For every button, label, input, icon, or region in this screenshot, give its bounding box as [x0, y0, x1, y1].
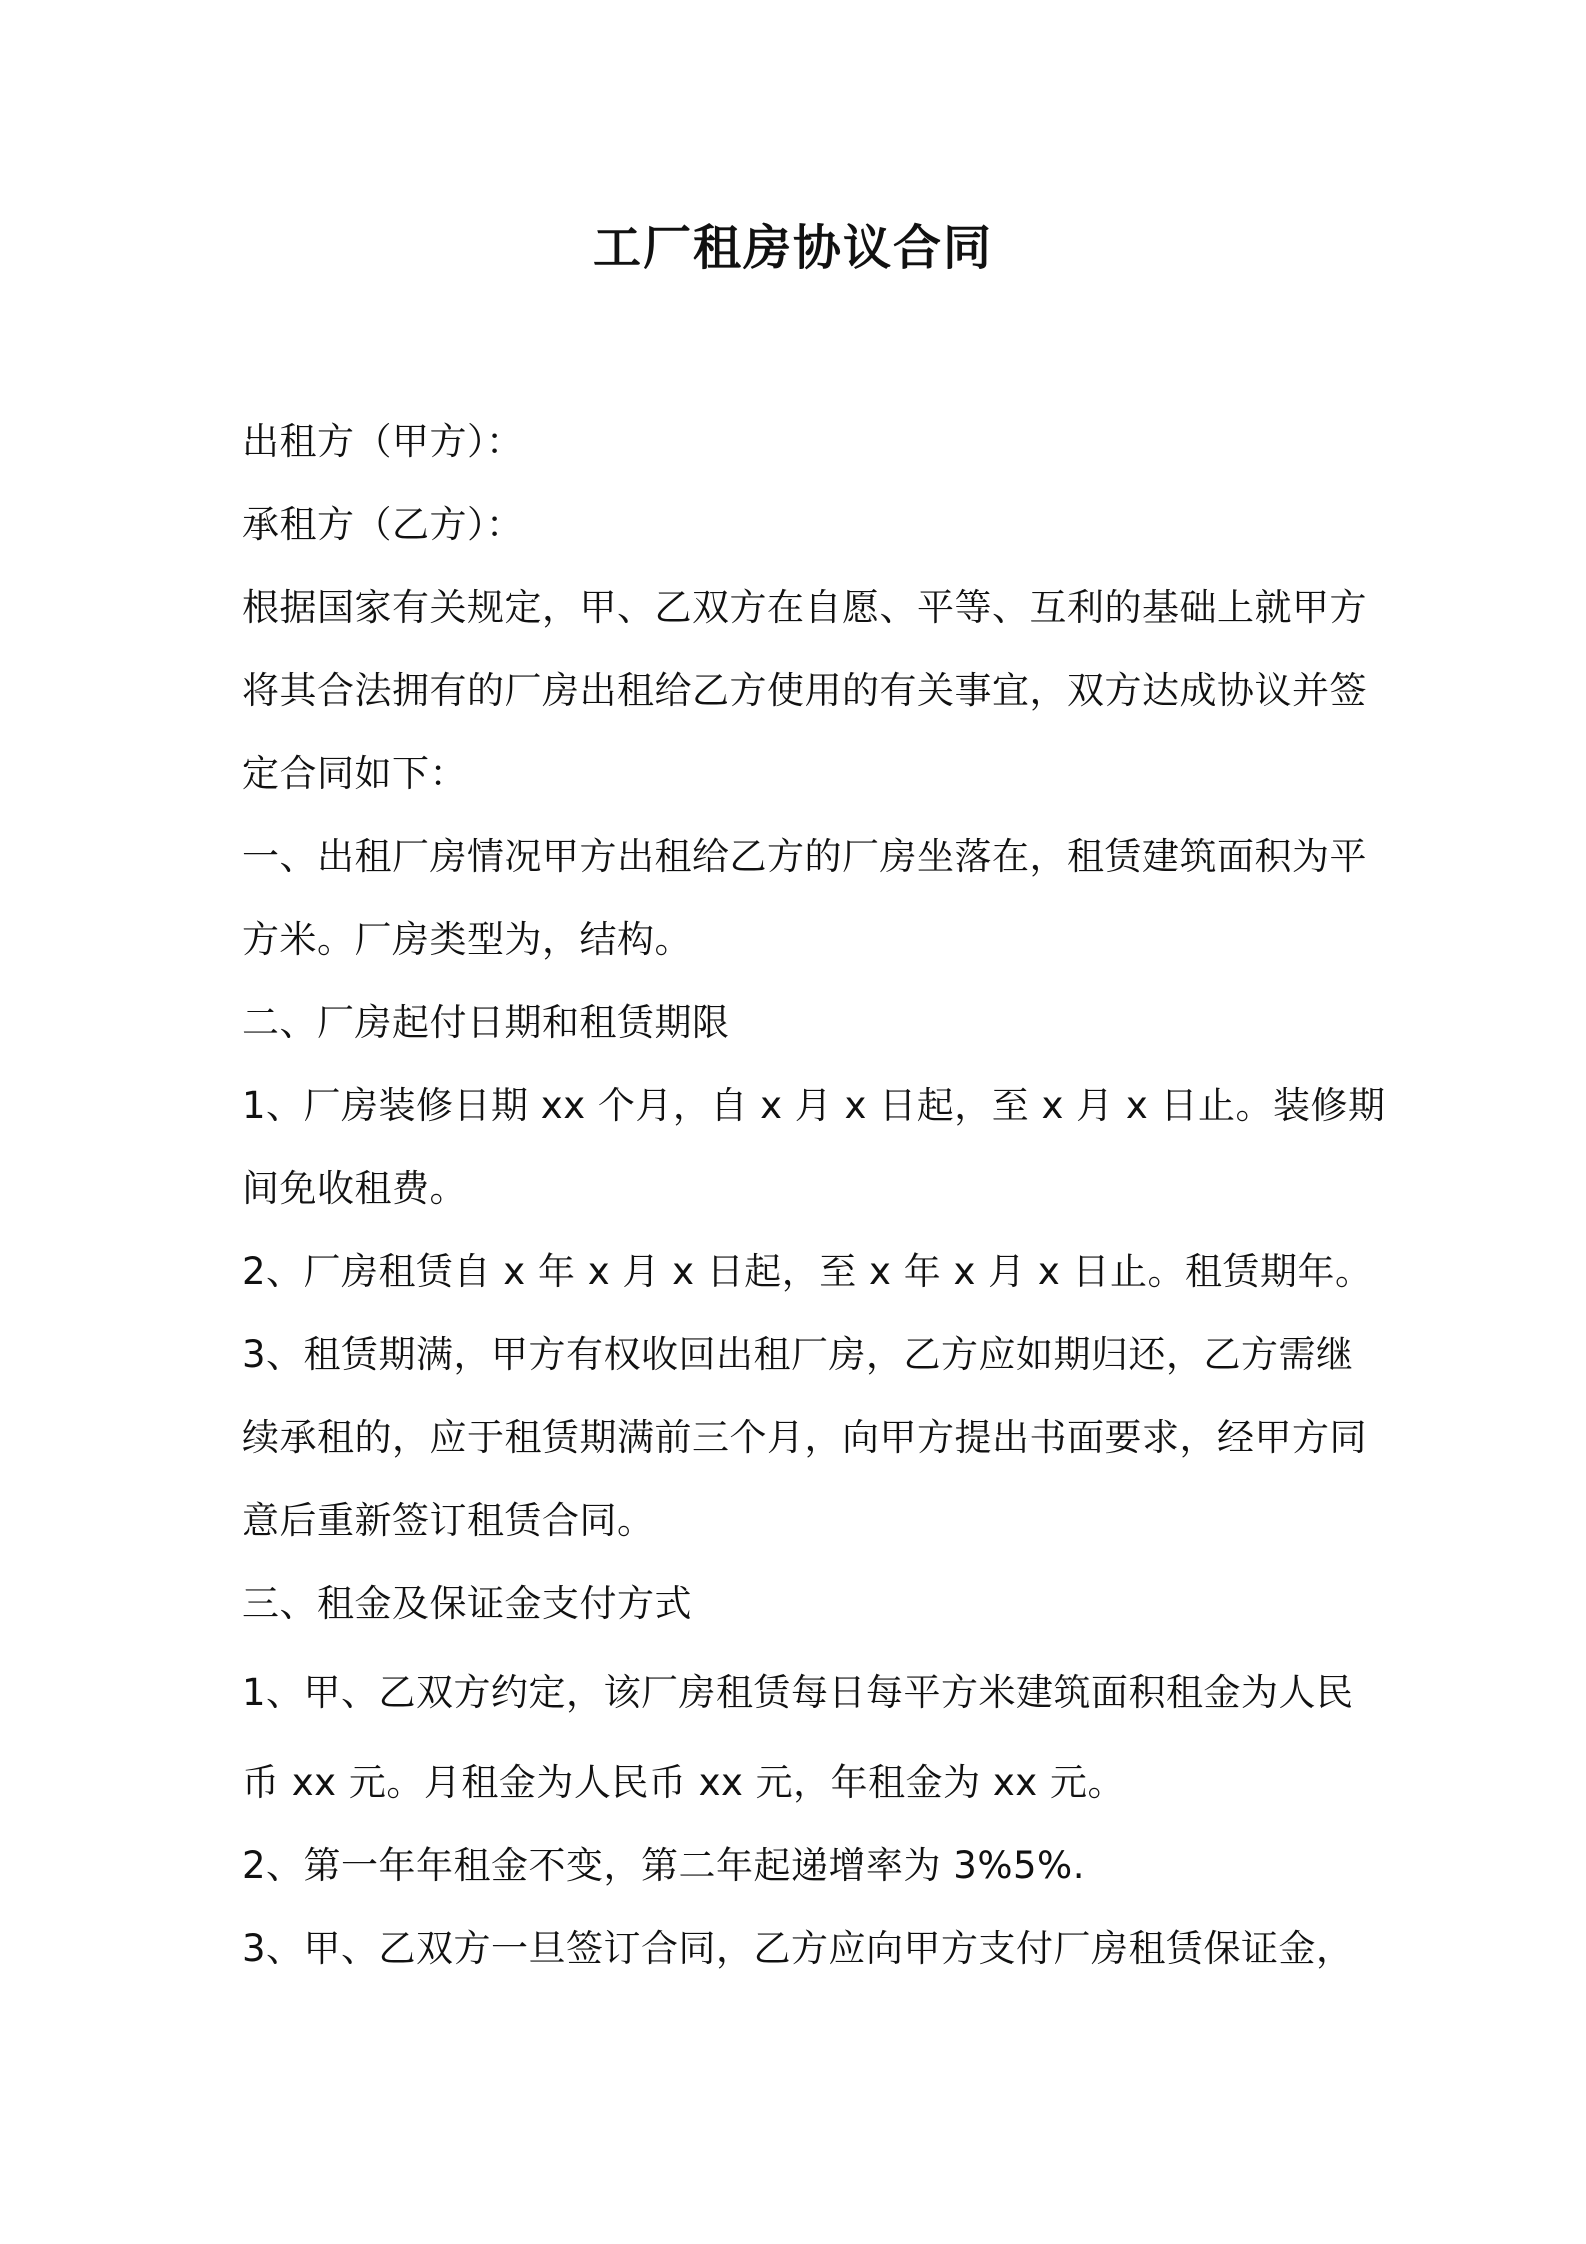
clause-line: 2、厂房租赁自 x 年 x 月 x 日起，至 x 年 x 月 x 日止。租赁期年。 — [242, 1250, 1373, 1293]
section-2-heading: 二、厂房起付日期和租赁期限 — [242, 1001, 730, 1044]
preamble-line: 根据国家有关规定，甲、乙双方在自愿、平等、互利的基础上就甲方 — [242, 586, 1367, 629]
section-1-line: 一、出租厂房情况甲方出租给乙方的厂房坐落在，租赁建筑面积为平 — [242, 835, 1367, 878]
party-a-line: 出租方（甲方）： — [242, 420, 524, 463]
document-title: 工厂租房协议合同 — [592, 220, 993, 276]
preamble-line: 将其合法拥有的厂房出租给乙方使用的有关事宜，双方达成协议并签 — [242, 669, 1367, 712]
clause-line: 币 xx 元。月租金为人民币 xx 元，年租金为 xx 元。 — [242, 1761, 1125, 1804]
clause-line: 间免收租费。 — [242, 1167, 467, 1210]
clause-line: 1、厂房装修日期 xx 个月，自 x 月 x 日起，至 x 月 x 日止。装修期 — [242, 1084, 1386, 1127]
section-1-line: 方米。厂房类型为，结构。 — [242, 918, 692, 961]
document-body — [242, 400, 1386, 1990]
clause-line: 意后重新签订租赁合同。 — [242, 1499, 655, 1542]
clause-line: 1、甲、乙双方约定，该厂房租赁每日每平方米建筑面积租金为人民 — [242, 1671, 1354, 1714]
clause-line: 3、租赁期满，甲方有权收回出租厂房，乙方应如期归还，乙方需继 — [242, 1333, 1354, 1376]
clause-line: 3、甲、乙双方一旦签订合同，乙方应向甲方支付厂房租赁保证金， — [242, 1927, 1354, 1970]
party-b-line: 承租方（乙方）： — [242, 503, 524, 546]
section-3-heading: 三、租金及保证金支付方式 — [242, 1582, 692, 1625]
clause-line: 续承租的，应于租赁期满前三个月，向甲方提出书面要求，经甲方同 — [242, 1416, 1367, 1459]
preamble-line: 定合同如下： — [242, 752, 467, 795]
clause-line: 2、第一年年租金不变，第二年起递增率为 3%5%. — [242, 1844, 1085, 1887]
